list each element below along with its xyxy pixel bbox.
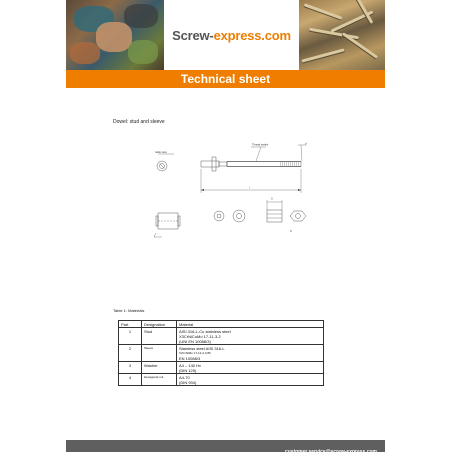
detail-label: rattle view (155, 151, 167, 154)
section-title: Dowel: stud and sleeve (113, 119, 165, 125)
header-designation: Designation (142, 321, 177, 328)
cell-designation: Stud (142, 328, 177, 345)
material-line: (DIN 125) (179, 367, 197, 373)
table-row (119, 362, 324, 374)
material-line: (DIN 934) (179, 379, 197, 385)
cell-designation: Hexagonal nut (142, 374, 177, 386)
material-line: A4 – 140 Hv (179, 362, 202, 368)
cell-part: 2 (119, 345, 142, 362)
cell-designation: Sleeve (142, 345, 177, 362)
table-row (119, 345, 324, 362)
material-line: A4-70 (179, 374, 190, 380)
material-line: EN 10088/3 (179, 355, 201, 361)
header-part: Part (119, 321, 142, 328)
cell-material (177, 345, 324, 362)
cell-material (177, 362, 324, 374)
cell-part: 3 (119, 362, 142, 374)
header-banner (66, 0, 385, 70)
header-photo-tools (66, 0, 164, 70)
header-material: Material (177, 321, 324, 328)
footer-email-link[interactable]: customer.service@screw-express.com (284, 449, 377, 455)
cell-part: 4 (119, 374, 142, 386)
logo-main-text: Screw- (172, 27, 214, 43)
thread-label: Thread earths (252, 143, 269, 147)
dim-d-label: d (305, 142, 307, 146)
material-line: X2CrNiMo 17-12-2,3,86 (179, 350, 211, 355)
cell-material (177, 374, 324, 386)
logo-accent-text: express.com (213, 27, 291, 43)
hex-nut-front (290, 211, 306, 221)
material-line: X3CrNiCuMo 17-11-3-2 (179, 333, 221, 339)
table-row (119, 374, 324, 386)
material-line: AISI 316-L-Cu stainless steel (179, 328, 231, 334)
dim-s2-label: S (290, 230, 292, 233)
table-row (119, 328, 324, 345)
technical-drawing (66, 135, 385, 245)
hex-nut-side (267, 210, 282, 222)
footer-bar (66, 440, 385, 455)
washer-circle (214, 211, 224, 221)
technical-sheet-page (66, 0, 385, 455)
stud-shaft (227, 162, 301, 167)
table-header-row (119, 321, 324, 328)
header-photo-screws (299, 0, 385, 70)
cell-part: 1 (119, 328, 142, 345)
cell-designation: Washer (142, 362, 177, 374)
page-title: Technical sheet (180, 72, 271, 86)
title-bar (66, 70, 385, 88)
table-caption: Table 1: Materials (113, 308, 145, 313)
materials-table (118, 320, 324, 386)
stud-head (201, 161, 219, 167)
dim-s-label: S (271, 197, 273, 201)
cell-material (177, 328, 324, 345)
logo[interactable] (164, 0, 299, 70)
dim-l-label: l (249, 186, 250, 190)
material-line: Stainless steel AISI 316-L (179, 345, 225, 351)
material-line: (UNI EN 10088/3) (179, 338, 211, 344)
